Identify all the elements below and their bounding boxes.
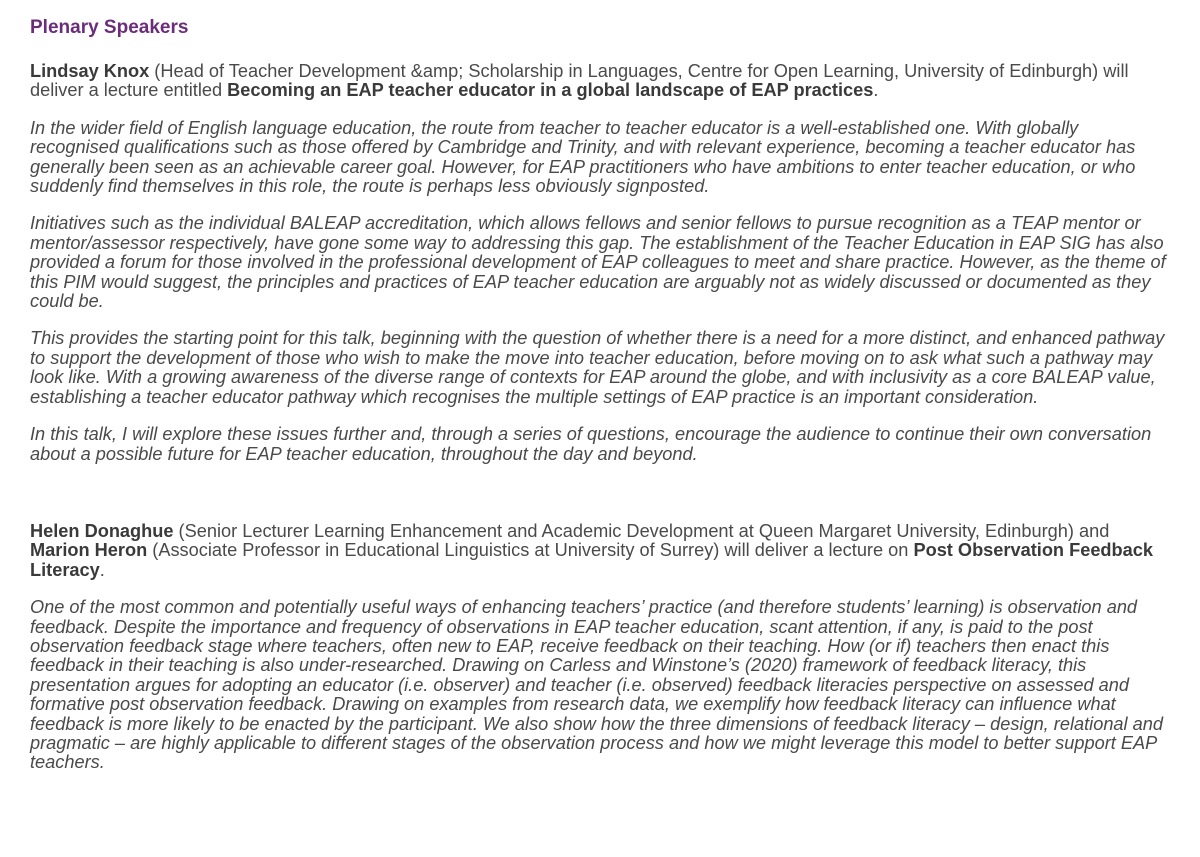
- speaker1-affiliation: (Head of Teacher Development &amp; Scholarship in Languages, Centre for Open Learning, University of Edinburgh) will deliver a lecture entitled: [30, 61, 1129, 101]
- speaker1-intro: [30, 62, 1170, 101]
- speaker1-title-end: .: [873, 80, 879, 101]
- speaker2-affiliation-a: (Senior Lecturer Learning Enhancement and Academic Development at Queen Margaret University, Edinburgh) and: [173, 520, 1110, 541]
- document-page: [30, 16, 1170, 791]
- section-heading: Plenary Speakers: [30, 17, 189, 38]
- speaker2-name-b: Marion Heron: [30, 540, 148, 561]
- speaker1-abstract-paragraph-3: This provides the starting point for this talk, beginning with the question of whether there is a need for a more distinct, and enhanced pathway to support the development of those who wish to make the move into teacher education, before moving on to ask what such a pathway may look like. With a growing awareness of the diverse range of contexts for EAP around the globe, and with inclusivity as a core BALEAP value, establishing a teacher educator pathway which recognises the multiple settings of EAP practice is an important consideration.: [30, 328, 1165, 407]
- speaker2-affiliation-b: (Associate Professor in Educational Linguistics at University of Surrey) will deliver a lecture on: [147, 540, 914, 561]
- speaker1-abstract-paragraph-1: In the wider field of English language education, the route from teacher to teacher educator is a well-established one. With globally recognised qualifications such as those offered by Cambridge and Trinity, and with relevant experience, becoming a teacher educator has generally been seen as an achievable career goal. However, for EAP practitioners who have ambitions to enter teacher education, or who suddenly find themselves in this role, the route is perhaps less obviously signposted.: [30, 117, 1136, 197]
- speaker2-intro: [30, 522, 1170, 580]
- speaker2-talk-title: Post Observation Feedback Literacy: [30, 540, 1153, 580]
- speaker2-name-a: Helen Donaghue: [30, 520, 174, 541]
- speaker2-abstract-paragraph-1: One of the most common and potentially useful ways of enhancing teachers’ practice (and therefore students’ learning) is observation and feedback. Despite the importance and frequency of observations in EAP teacher education, scant attention, if any, is paid to the post observation feedback stage where teachers, often new to EAP, receive feedback on their teaching. How (or if) teachers then enact this feedback in their teaching is also under-researched. Drawing on Carless and Winstone’s (2020) framework of feedback literacy, this presentation argues for adopting an educator (i.e. observer) and teacher (i.e. observed) feedback literacies perspective on assessed and formative post observation feedback. Drawing on examples from research data, we exemplify how feedback literacy can influence what feedback is more likely to be enacted by the participant. We also show how the three dimensions of feedback literacy – design, relational and pragmatic – are highly applicable to different stages of the observation process and how we might leverage this model to better support EAP teachers.: [30, 597, 1163, 773]
- speaker1-name: Lindsay Knox: [30, 61, 150, 81]
- speaker1-abstract-paragraph-2: Initiatives such as the individual BALEAP accreditation, which allows fellows and senior fellows to pursue recognition as a TEAP mentor or mentor/assessor respectively, have gone some way to addressing this gap. The establishment of the Teacher Education in EAP SIG has also provided a forum for those involved in the professional development of EAP colleagues to meet and share practice. However, as the theme of this PIM would suggest, the principles and practices of EAP teacher education are arguably not as widely discussed or documented as they could be.: [30, 213, 1166, 312]
- section-spacer: [30, 482, 1170, 522]
- speaker1-talk-title: Becoming an EAP teacher educator in a global landscape of EAP practices: [227, 80, 874, 101]
- speaker1-abstract-paragraph-4: In this talk, I will explore these issues further and, through a series of questions, encourage the audience to continue their own conversation about a possible future for EAP teacher education, throughout the day and beyond.: [30, 424, 1152, 464]
- speaker2-title-end: .: [99, 559, 105, 580]
